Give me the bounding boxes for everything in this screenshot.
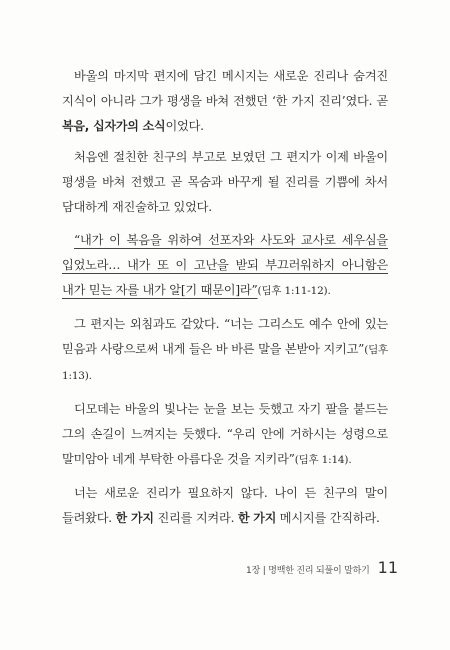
paragraph-3 bbox=[62, 228, 388, 304]
paragraph-1-bold: 복음, 십자가의 소식 bbox=[62, 119, 166, 133]
paragraph-6-text: 너는 새로운 진리가 필요하지 않다. 나이 든 친구의 말이 들려왔다. bbox=[62, 486, 388, 525]
page-footer bbox=[246, 558, 398, 577]
paragraph-5-text: 디모데는 바울의 빛나는 눈을 보는 듯했고 자기 팔을 붙드는 그의 손길이 느껴지는 듯했다. bbox=[62, 402, 388, 441]
paragraph-1 bbox=[62, 64, 388, 139]
paragraph-6-mid: 진리를 지켜라. bbox=[153, 511, 238, 525]
paragraph-3-reference: (딤후 1:11-12). bbox=[257, 285, 331, 297]
paragraph-6-bold-2: 한 가지 bbox=[237, 511, 277, 525]
paragraph-6-end: 메시지를 간직하라. bbox=[276, 511, 380, 525]
paragraph-3-quote: “내가 이 복음을 위하여 선포자와 사도와 교사로 세우심을 입었노라… 내가 또 이 고난을 받되 부끄러워하지 아니함은 내가 믿는 자를 내가 알[기 때문이]라” bbox=[62, 233, 388, 297]
paragraph-2-text: 처음엔 절친한 친구의 부고로 보였던 그 편지가 이제 바울이 평생을 바쳐 전했고 곧 목숨과 바꾸게 될 진리를 기쁨에 차서 담대하게 재진술하고 있었다. bbox=[62, 150, 388, 214]
paragraph-2 bbox=[62, 145, 388, 220]
paragraph-6 bbox=[62, 481, 388, 531]
body-text bbox=[62, 64, 388, 539]
paragraph-4 bbox=[62, 312, 388, 389]
running-footer-chapter: 1장 | 명백한 진리 되풀이 말하기 bbox=[246, 566, 370, 576]
paragraph-5-reference: (딤후 1:14). bbox=[294, 454, 352, 466]
paragraph-5-quote: “우리 안에 거하시는 성령으로 말미암아 네게 부탁한 아름다운 것을 지키라” bbox=[62, 427, 388, 466]
page-number: 11 bbox=[377, 558, 398, 577]
paragraph-5 bbox=[62, 397, 388, 473]
paragraph-1-end: 이었다. bbox=[165, 119, 204, 133]
paragraph-4-reference: (딤후 1:13). bbox=[62, 344, 388, 382]
paragraph-6-bold-1: 한 가지 bbox=[115, 511, 154, 525]
paragraph-1-text: 바울의 마지막 편지에 담긴 메시지는 새로운 진리나 숨겨진 지식이 아니라 그가 평생을 바쳐 전했던 ‘한 가지 진리’였다. 곧 bbox=[62, 69, 388, 108]
paragraph-4-quote: “너는 그리스도 예수 안에 있는 믿음과 사랑으로써 내게 들은 바 바른 말을 본받아 지키고” bbox=[62, 317, 388, 356]
paragraph-4-text: 그 편지는 외침과도 같았다. bbox=[74, 317, 225, 331]
